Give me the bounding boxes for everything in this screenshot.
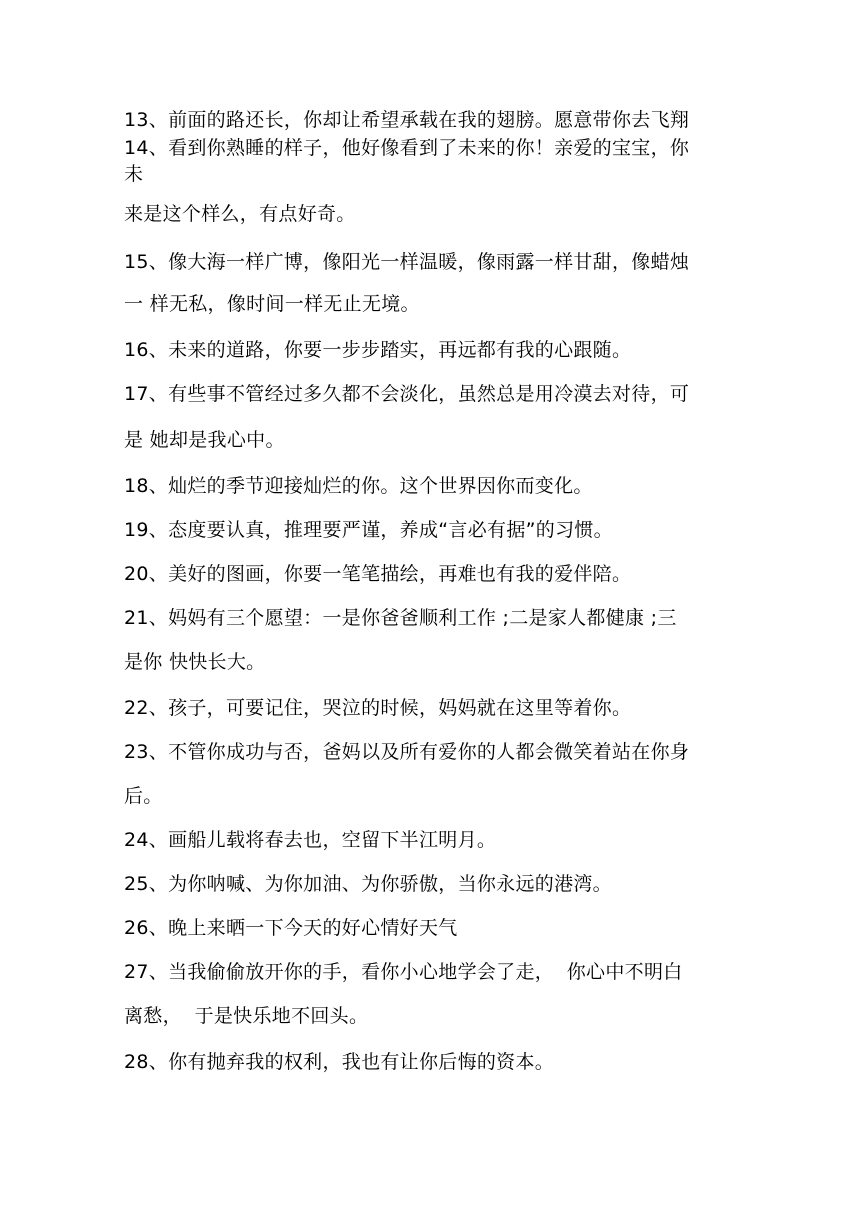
text-line: 27、当我偷偷放开你的手，看你小心地学会了走， 你心中不明白 bbox=[124, 961, 683, 983]
text-line: 是你 快快长大。 bbox=[124, 651, 266, 673]
text-line: 离愁， 于是快乐地不回头。 bbox=[124, 1005, 369, 1027]
text-line: 未 bbox=[124, 163, 144, 185]
text-line: 16、未来的道路，你要一步步踏实，再远都有我的心跟随。 bbox=[124, 339, 632, 361]
text-line: 来是这个样么，有点好奇。 bbox=[124, 203, 356, 225]
text-line: 18、灿烂的季节迎接灿烂的你。这个世界因你而变化。 bbox=[124, 475, 593, 497]
text-line: 24、画船儿载将春去也，空留下半江明月。 bbox=[124, 829, 497, 851]
text-line: 15、像大海一样广博，像阳光一样温暖，像雨露一样甘甜，像蜡烛 bbox=[124, 251, 690, 273]
text-line: 19、态度要认真，推理要严谨，养成“言必有据”的习惯。 bbox=[124, 519, 613, 541]
text-line: 14、看到你熟睡的样子，他好像看到了未来的你！亲爱的宝宝，你 bbox=[124, 137, 690, 159]
text-line: 后。 bbox=[124, 785, 163, 807]
text-line: 17、有些事不管经过多久都不会淡化，虽然总是用冷漠去对待，可 bbox=[124, 383, 690, 405]
text-line: 是 她却是我心中。 bbox=[124, 429, 285, 451]
text-line: 22、孩子，可要记住，哭泣的时候，妈妈就在这里等着你。 bbox=[124, 697, 632, 719]
text-line: 13、前面的路还长，你却让希望承载在我的翅膀。愿意带你去飞翔 bbox=[124, 109, 690, 131]
text-line: 28、你有抛弃我的权利，我也有让你后悔的资本。 bbox=[124, 1051, 555, 1073]
text-line: 一 样无私，像时间一样无止无境。 bbox=[124, 293, 420, 315]
text-line: 23、不管你成功与否，爸妈以及所有爱你的人都会微笑着站在你身 bbox=[124, 741, 690, 763]
text-line: 25、为你呐喊、为你加油、为你骄傲，当你永远的港湾。 bbox=[124, 873, 612, 895]
text-line: 26、晚上来晒一下今天的好心情好天气 bbox=[124, 917, 458, 939]
text-line: 21、妈妈有三个愿望：一是你爸爸顺利工作 ;二是家人都健康 ;三 bbox=[124, 607, 677, 629]
text-line: 20、美好的图画，你要一笔笔描绘，再难也有我的爱伴陪。 bbox=[124, 563, 632, 585]
